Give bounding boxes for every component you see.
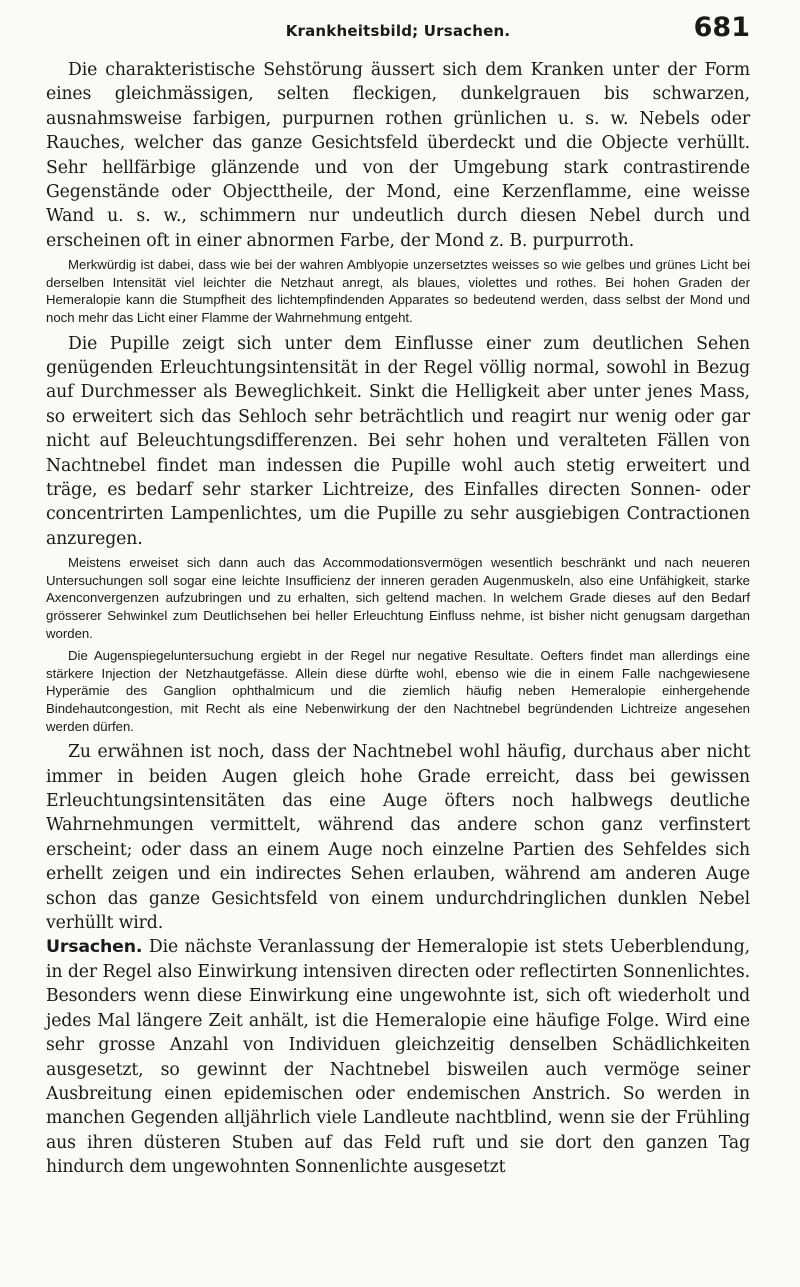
body-text (46, 58, 750, 1180)
causes-text: Die nächste Veranlassung der Hemeralopie ist stets Ueberblendung, in der Regel also Einwirkung intensiven directen oder reflectirten Sonnenlichtes. Besonders wenn diese Einwirkung eine ungewohnte ist, sich oft wiederholt und jedes Mal längere Zeit anhält, ist die Hemeralopie eine häufige Folge. Wird eine sehr grosse Anzahl von Individuen gleichzeitig denselben Schädlichkeiten ausgesetzt, so gewinnt der Nachtnebel bisweilen auch vermöge seiner Ausbreitung einen epidemischen oder endemischen Anstrich. So werden in manchen Gegenden alljährlich viele Landleute nachtblind, wenn sie der Frühling aus ihren düsteren Stuben auf das Feld ruft und sie dort den ganzen Tag hindurch dem ungewohnten Sonnenlichte ausgesetzt (46, 937, 750, 1178)
page-number: 681 (693, 12, 750, 43)
paragraph-both-eyes: Zu erwähnen ist noch, dass der Nachtnebel wohl häufig, durchaus aber nicht immer in beiden Augen gleich hohe Grade erreicht, dass bei gewissen Erleuchtungsintensitäten das eine Auge öfters noch halbwegs deutliche Wahrnehmungen vermittelt, während das andere schon ganz verfinstert erscheint; oder dass an einem Auge noch einzelne Partien des Sehfeldes sich erhellt zeigen und ein indirectes Sehen erlauben, während am anderen Auge schon das ganze Gesichtsfeld von einem undurchdringlichen dunklen Nebel verhüllt wird. (46, 742, 750, 934)
running-title: Krankheitsbild; Ursachen. (285, 22, 511, 40)
note-accommodation: Meistens erweiset sich dann auch das Accommodationsvermögen wesentlich beschränkt und nach neueren Untersuchungen soll sogar eine leichte Insufficienz der inneren geraden Augenmuskeln, also eine Unfähigkeit, starke Axenconvergenzen aufzubringen und zu erhalten, sich geltend machen. In welchem Grade dieses auf den Bedarf grösserer Sehwinkel zum Deutlichsehen bei heller Erleuchtung Einfluss nehme, ist bisher nicht genugsam dargethan worden. (46, 555, 750, 641)
note-ophthalmoscopy: Die Augenspiegeluntersuchung ergiebt in der Regel nur negative Resultate. Oefters findet man allerdings eine stärkere Injection der Netzhautgefässe. Allein diese dürfte wohl, ebenso wie die in einem Falle nachgewiesene Hyperämie des Ganglion ophthalmicum und die ziemlich häufig neben Hemeralopie einhergehende Bindehautcongestion, mit Recht als eine Nebenwirkung der den Nachtnebel begründenden Lichtreize angesehen werden dürfen. (46, 648, 750, 734)
paragraph-symptom: Die charakteristische Sehstörung äussert sich dem Kranken unter der Form eines gleichmässigen, selten fleckigen, dunkelgrauen bis schwarzen, ausnahmsweise farbigen, purpurnen rothen grünlichen u. s. w. Nebels oder Rauches, welcher das ganze Gesichtsfeld überdeckt und die Objecte verhüllt. Sehr hellfärbige glänzende und von der Umgebung stark contrastirende Gegenstände oder Objecttheile, der Mond, eine Kerzenflamme, eine weisse Wand u. s. w., schimmern nur undeutlich durch diesen Nebel durch und erscheinen oft in einer abnormen Farbe, der Mond z. B. purpurroth. (46, 60, 750, 251)
running-head (46, 0, 750, 58)
paragraph-causes (46, 935, 750, 1179)
note-amblyopia: Merkwürdig ist dabei, dass wie bei der wahren Amblyopie unzersetztes weisses so wie gelbes und grünes Licht bei derselben Intensität viel leichter die Netzhaut anregt, als blaues, violettes und rothes. Bei hohen Graden der Hemeralopie kann die Stumpfheit des lichtempfindenden Apparates so bedeutend werden, dass selbst der Mond und noch mehr das Licht einer Flamme der Wahrnehmung entgeht. (46, 257, 750, 326)
section-heading-causes: Ursachen. (46, 937, 143, 958)
paragraph-pupil: Die Pupille zeigt sich unter dem Einflusse einer zum deutlichen Sehen genügenden Erleuchtungsintensität in der Regel völlig normal, sowohl in Bezug auf Durchmesser als Beweglichkeit. Sinkt die Helligkeit aber unter jenes Mass, so erweitert sich das Sehloch sehr beträchtlich und reagirt nur wenig oder gar nicht auf Beleuchtungsdifferenzen. Bei sehr hohen und veralteten Fällen von Nachtnebel findet man indessen die Pupille wohl auch stetig erweitert und träge, es bedarf sehr starker Lichtreize, des Einfalles directen Sonnen- oder concentrirten Lampenlichtes, um die Pupille zu sehr ausgiebigen Contractionen anzuregen. (46, 333, 750, 549)
